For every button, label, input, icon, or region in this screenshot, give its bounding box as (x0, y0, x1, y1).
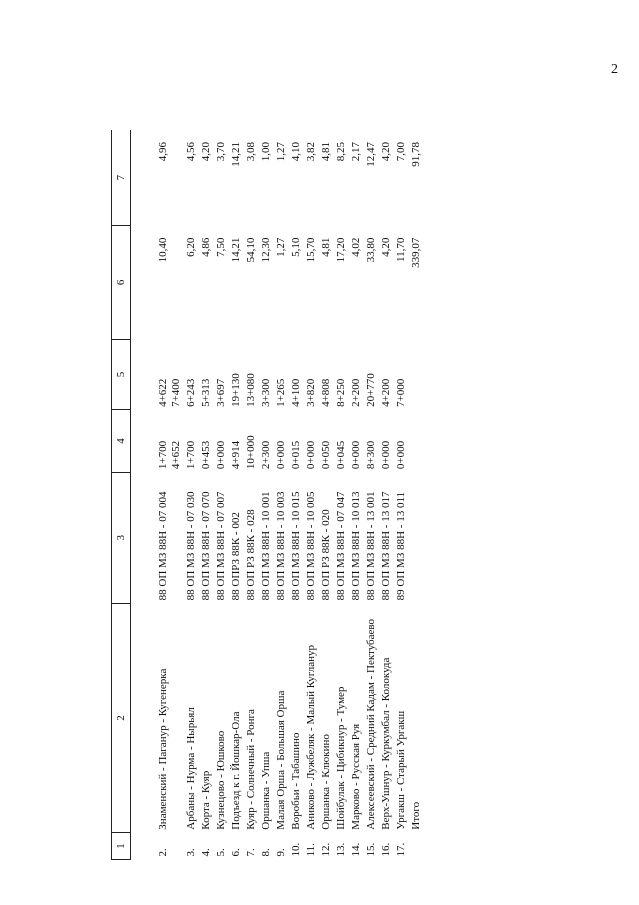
table-row (349, 130, 364, 860)
row-start: 0+453 (200, 440, 212, 470)
row-start: 0+000 (395, 440, 407, 470)
header-col-3: 3 (112, 472, 131, 603)
table-row (304, 130, 319, 860)
row-number: 4. (200, 848, 212, 857)
row-length: 17,20 (335, 237, 347, 263)
row-name: Шойбулак - Цибикнур - Тумер (335, 686, 347, 830)
header-col-5: 5 (112, 339, 131, 410)
row-end: 8+250 (335, 378, 347, 407)
row-length: 14,21 (230, 237, 242, 263)
row-code: 88 ОП МЗ 88Н - 13 001 (365, 491, 377, 601)
row-number: 3. (185, 848, 197, 857)
row-start: 0+000 (350, 440, 362, 470)
row-length: 4,02 (350, 237, 362, 257)
row-start: 8+300 (365, 440, 377, 470)
row-end: 4+808 (320, 378, 332, 407)
row-start: 0+045 (335, 440, 347, 470)
row-value: 12,47 (365, 142, 377, 167)
row-name: Верх-Ушнур - Куркумбал - Колокуда (380, 657, 392, 830)
row-length: 1,27 (275, 237, 287, 257)
row-value: 1,00 (260, 142, 272, 162)
row-end: 3+300 (260, 378, 272, 407)
row-number: 8. (260, 848, 272, 857)
row-start: 4+914 (230, 440, 242, 470)
row-name: Алексеевский - Средний Кадам - Пектубаево (365, 618, 377, 830)
row-end: 4+622 7+400 (157, 378, 182, 407)
row-value: 4,20 (200, 142, 212, 162)
row-code: 88 ОП МЗ 88Н - 07 047 (335, 491, 347, 601)
row-value: 14,21 (230, 142, 242, 167)
total-label: Итого (410, 801, 422, 830)
row-start: 10+000 (245, 435, 257, 470)
row-start: 0+050 (320, 440, 332, 470)
table-row (244, 130, 259, 860)
row-length: 10,40 (157, 237, 169, 263)
row-start: 0+000 (305, 440, 317, 470)
row-number: 7. (245, 848, 257, 857)
row-number: 16. (380, 842, 392, 857)
row-value: 3,82 (305, 142, 317, 162)
total-value: 91,78 (410, 142, 422, 167)
row-name: Знаменский - Паганур - Кугенерка (157, 668, 169, 830)
total-row (409, 130, 427, 860)
row-length: 7,50 (215, 237, 227, 257)
row-value: 8,25 (335, 142, 347, 162)
roads-table (111, 130, 427, 860)
row-number: 13. (335, 842, 347, 857)
table-row (199, 130, 214, 860)
row-value: 4,81 (320, 142, 332, 162)
row-code: 88 ОП МЗ 88Н - 10 005 (305, 491, 317, 601)
header-col-7: 7 (112, 130, 131, 226)
row-number: 9. (275, 848, 287, 857)
row-value: 4,20 (380, 142, 392, 162)
row-name: Оршанка - Упша (260, 751, 272, 830)
row-value: 4,56 (185, 142, 197, 162)
row-end: 20+770 (365, 373, 377, 407)
row-number: 6. (230, 848, 242, 857)
row-end: 3+820 (305, 378, 317, 407)
table-row (319, 130, 334, 860)
row-start: 0+000 (380, 440, 392, 470)
row-name: Куяр - Солнечный - Ронга (245, 709, 257, 830)
table-row (184, 130, 199, 860)
row-end: 1+265 (275, 378, 287, 407)
row-code: 88 ОП МЗ 88Н - 10 015 (290, 491, 302, 601)
row-start: 0+015 (290, 440, 302, 470)
row-code: 88 ОП МЗ 88Н - 07 030 (185, 491, 197, 601)
table-row (289, 130, 304, 860)
total-empty (409, 472, 427, 603)
row-length: 54,10 (245, 237, 257, 263)
total-empty (409, 410, 427, 472)
row-name: Аниково - Лужбеляк - Малый Кугланур (305, 645, 317, 830)
row-end: 19+130 (230, 373, 242, 407)
table-row (364, 130, 379, 860)
row-code: 88 ОП РЗ 88К - 028 (245, 509, 257, 601)
row-code: 88 ОП МЗ 88Н - 10 013 (350, 491, 362, 601)
row-start: 0+000 (215, 440, 227, 470)
row-code: 88 ОП РЗ 88К - 020 (320, 509, 332, 601)
header-col-4: 4 (112, 410, 131, 472)
row-length: 4,81 (320, 237, 332, 257)
row-length: 6,20 (185, 237, 197, 257)
row-code: 88 ОП МЗ 88Н - 07 004 (157, 491, 169, 601)
table-row (274, 130, 289, 860)
row-code: 88 ОПРЗ 88К - 002 (230, 512, 242, 601)
row-name: Корта - Куяр (200, 770, 212, 830)
row-value: 4,96 (157, 142, 169, 162)
row-code: 89 ОП МЗ 88Н - 13 011 (395, 491, 407, 601)
row-name: Воробьи - Табашино (290, 732, 302, 830)
header-row (112, 130, 131, 860)
row-code: 88 ОП МЗ 88Н - 07 070 (200, 491, 212, 601)
row-end: 7+000 (395, 378, 407, 407)
page-number: 2 (611, 62, 618, 77)
row-length: 5,10 (290, 237, 302, 257)
table-row (394, 130, 409, 860)
header-col-6: 6 (112, 226, 131, 340)
table-row (229, 130, 244, 860)
total-number (409, 833, 427, 860)
header-col-2: 2 (112, 603, 131, 832)
row-number: 2. (157, 848, 169, 857)
row-value: 4,10 (290, 142, 302, 162)
row-length: 15,70 (305, 237, 317, 263)
row-name: Малая Орша - Большая Орша (275, 690, 287, 830)
row-code: 88 ОП МЗ 88Н - 10 003 (275, 491, 287, 601)
table-row (131, 130, 185, 860)
row-end: 13+080 (245, 373, 257, 407)
rotated-table-container (111, 130, 551, 860)
row-value: 1,27 (275, 142, 287, 162)
row-number: 17. (395, 842, 407, 857)
row-name: Кузнецово - Юшково (215, 730, 227, 830)
row-end: 3+697 (215, 378, 227, 407)
row-value: 3,08 (245, 142, 257, 162)
row-start: 0+000 (275, 440, 287, 470)
table-row (259, 130, 274, 860)
row-name: Ургакш - Старый Ургакш (395, 710, 407, 830)
row-value: 2,17 (350, 142, 362, 162)
row-name: Марково - Русская Руя (350, 723, 362, 830)
row-name: Подъезд к г. Йошкар-Ола (230, 711, 242, 830)
row-name: Оршанка - Клюкино (320, 734, 332, 830)
row-length: 4,20 (380, 237, 392, 257)
row-start: 2+300 (260, 440, 272, 470)
row-end: 2+200 (350, 378, 362, 407)
row-length: 33,80 (365, 237, 377, 263)
row-end: 5+313 (200, 378, 212, 407)
row-end: 4+100 (290, 378, 302, 407)
row-number: 15. (365, 842, 377, 857)
row-code: 88 ОП МЗ 88Н - 07 007 (215, 491, 227, 601)
row-start: 1+700 (185, 440, 197, 470)
total-empty (409, 339, 427, 410)
table-row (214, 130, 229, 860)
row-number: 12. (320, 842, 332, 857)
table-row (379, 130, 394, 860)
row-code: 88 ОП МЗ 88Н - 10 001 (260, 491, 272, 601)
row-start: 1+700 4+652 (157, 440, 182, 470)
row-number: 14. (350, 842, 362, 857)
row-value: 7,00 (395, 142, 407, 162)
row-value: 3,70 (215, 142, 227, 162)
table-row (334, 130, 349, 860)
row-length: 12,30 (260, 237, 272, 263)
row-length: 4,86 (200, 237, 212, 257)
row-length: 11,70 (395, 237, 407, 262)
row-number: 11. (305, 843, 317, 857)
total-length: 339,07 (410, 237, 422, 268)
table-body (131, 130, 428, 860)
row-code: 88 ОП МЗ 88Н - 13 017 (380, 491, 392, 601)
row-number: 10. (290, 842, 302, 857)
row-end: 4+200 (380, 378, 392, 407)
header-col-1: 1 (112, 833, 131, 860)
row-end: 6+243 (185, 378, 197, 407)
row-name: Арбаны - Нурма - Нырьял (185, 707, 197, 830)
row-number: 5. (215, 848, 227, 857)
